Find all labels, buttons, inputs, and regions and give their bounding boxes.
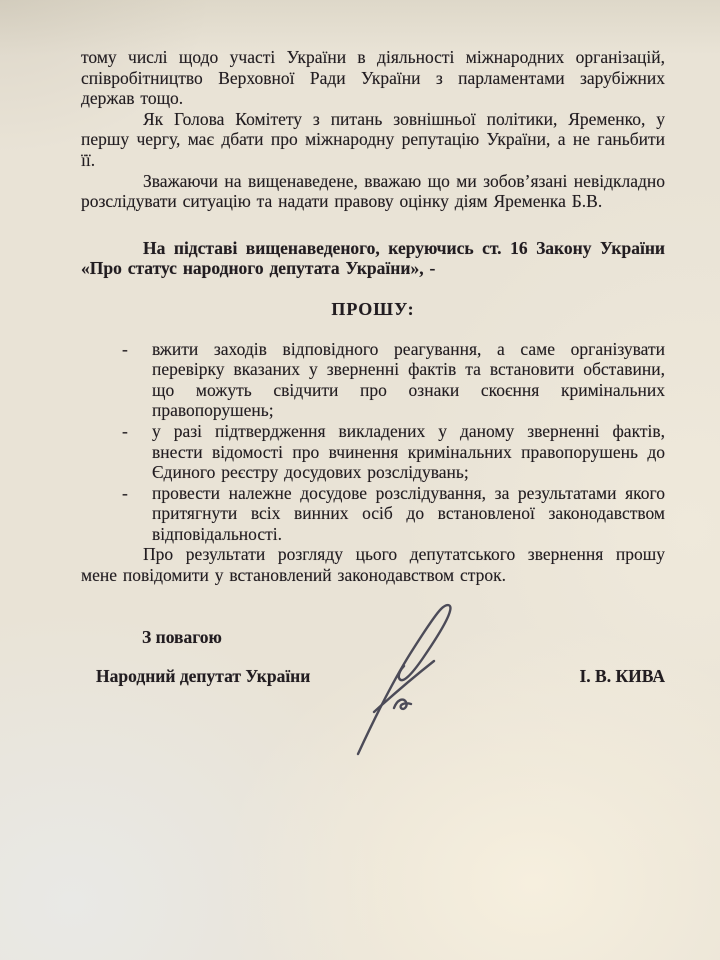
paragraph-conclusion: Зважаючи на вищенаведене, вважаю що ми зобов’язані невідкладно розслідувати ситуацію та надати правову оцінку діям Яременка Б.В. <box>81 170 665 212</box>
paragraph-legal-basis: На підставі вищенаведеного, керуючись ст. 16 Закону України «Про статус народного депутата України», - <box>81 237 665 279</box>
bullet-dash: - <box>122 420 128 441</box>
request-item-text: вжити заходів відповідного реагування, а саме організувати перевірку вказаних у зверненні фактів та встановити обставини, що можуть свідчити про ознаки скоєння кримінальних правопорушень; <box>152 338 665 421</box>
signoff-row <box>81 666 665 687</box>
signoff-regards: З повагою <box>142 626 222 647</box>
request-list <box>81 339 665 545</box>
signoff-name: І. В. КИВА <box>579 666 665 687</box>
signoff-position: Народний депутат України <box>96 666 311 687</box>
request-item <box>81 421 665 483</box>
request-item <box>81 483 665 545</box>
request-heading: ПРОШУ: <box>331 298 415 319</box>
request-item <box>81 339 665 421</box>
paragraph-closing: Про результати розгляду цього депутатського звернення прошу мене повідомити у встановлений законодавством строк. <box>81 544 665 586</box>
paragraph-continuation: тому числі щодо участі України в діяльності міжнародних організацій, співробітництво Верховної Ради України з парламентами зарубіжних держав тощо. <box>81 47 665 109</box>
paragraph-committee-head: Як Голова Комітету з питань зовнішньої політики, Яременко, у першу чергу, має дбати про міжнародну репутацію України, а не ганьбити її. <box>81 108 665 170</box>
request-item-text: у разі підтвердження викладених у даному зверненні фактів, внести відомості про вчинення кримінальних правопорушень до Єдиного реєстру досудових розслідувань; <box>152 420 665 483</box>
bullet-dash: - <box>122 338 128 359</box>
bullet-dash: - <box>122 482 128 503</box>
request-item-text: провести належне досудове розслідування, за результатами якого притягнути всіх винних осіб до встановленої законодавством відповідальності. <box>152 482 665 544</box>
